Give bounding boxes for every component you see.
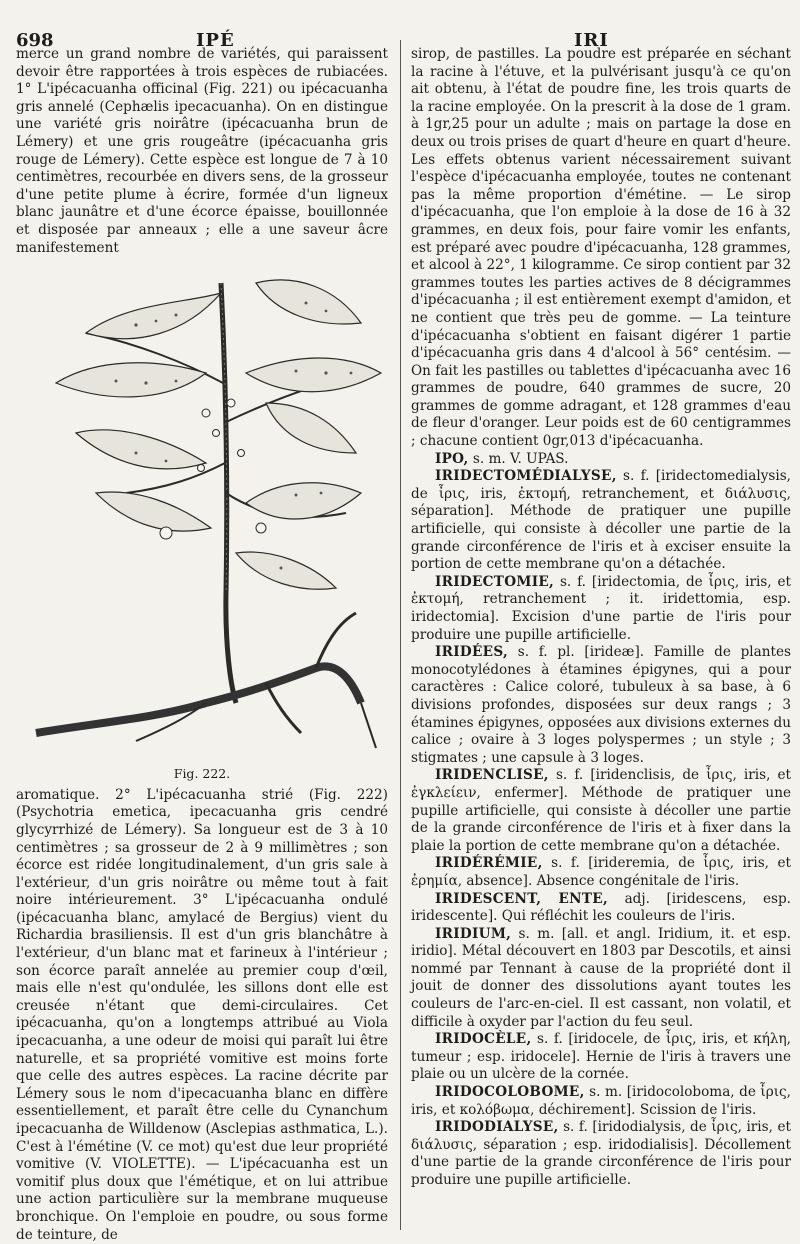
entry-headword: IRIDESCENT, ENTE,	[435, 890, 609, 907]
left-bottom-paragraph: aromatique. 2° L'ipécacuanha strié (Fig. 222) (Psychotria emetica, ipecacuanha gris cendré glycyrrhizé de Lémery). Sa longueur est de 3 à 10 centimètres ; sa grosseur de 2 à 9 millimètres ; son écorce est ridée longitudinalement, d'un gris sale à l'extérieur, d'un gris noirâtre ou même tout à fait noire intérieurement. 3° L'ipécacuanha ondulé (ipécacuanha blanc, amylacé de Bergius) vient du Richardia brasiliensis. Il est d'un gris blanchâtre à l'extérieur, d'un blanc mat et farineux à l'intérieur ; son écorce paraît annelée au premier coup d'œil, mais elle n'est qu'ondulée, les sillons dont elle est creusée n'étant que demi-circulaires. Cet ipécacuanha, qu'on a longtemps attribué au Viola ipecacuanha, a une odeur de moisi qui paraît lui être naturelle, et sa propriété vomitive est moins forte que celle des autres espèces. La racine décrite par Lémery sous le nom d'ipecacuanha blanc en diffère essentiellement, et paraît être celle du Cynanchum ipecacuanha de Willdenow (Asclepias asthmatica, L.). C'est à l'émétine (V. ce mot) qu'est due leur propriété vomitive (V. VIOLETTE). — L'ipécacuanha est un vomitif plus doux que l'émétique, et on lui attribue une action particulière sur la membrane muqueuse bronchique. On l'emploie en poudre, ou sous forme de teinture, de	[16, 786, 388, 1243]
right-running-head: IRI	[574, 30, 609, 51]
ipecacuanha-plant-illustration	[16, 263, 388, 763]
dictionary-entry	[411, 574, 791, 644]
entry-headword: IRIDÉES,	[435, 644, 508, 661]
entry-definition: s. m. V. UPAS.	[468, 450, 569, 467]
page-number: 698	[16, 30, 54, 51]
entry-headword: IPO,	[435, 450, 469, 467]
dictionary-entry	[411, 1031, 791, 1084]
entry-headword: IRIDECTOMÉDIALYSE,	[435, 468, 617, 485]
text-columns	[8, 46, 792, 1243]
right-continuation-paragraph: sirop, de pastilles. La poudre est préparée en séchant la racine à l'étuve, et la pulvérisant jusqu'à ce qu'on ait obtenu, à l'état de poudre fine, les trois quarts de la racine employée. On la prescrit à la dose de 1 gram. à 1gr,25 pour un adulte ; mais on partage la dose en deux ou trois prises de quart d'heure en quart d'heure. Les effets obtenus varient nécessairement suivant l'espèce d'ipécacuanha employée, toutes ne contenant pas la même proportion d'émétine. — Le sirop d'ipécacuanha, que l'on emploie à la dose de 16 à 32 grammes, en deux fois, pour faire vomir les enfants, est préparé avec poudre d'ipécacuanha, 128 grammes, et alcool à 22°, 1 kilogramme. Ce sirop contient par 32 grammes toutes les parties actives de 8 décigrammes d'ipécacuanha ; il est entièrement exempt d'amidon, et ne contient que très peu de gomme. — La teinture d'ipécacuanha s'obtient en faisant digérer 1 partie d'ipécacuanha gris dans 4 d'alcool à 56° centésim. — On fait les pastilles ou tablettes d'ipécacuanha avec 16 grammes de poudre, 640 grammes de sucre, 20 grammes de gomme adragant, et 128 grammes d'eau de fleur d'oranger. Leur poids est de 60 centigrammes ; chacune contient 0gr,013 d'ipécacuanha.	[411, 46, 791, 450]
dictionary-entry	[411, 926, 791, 1032]
column-divider	[400, 40, 401, 1230]
entry-headword: IRIDÉRÉMIE,	[435, 855, 543, 872]
entry-definition: s. f. [iridodialysis, de ἶρις, iris, et διάλυσις, séparation ; esp. iridodialisis]. Décollement d'une partie de la grande circonférence de l'iris pour produire une pupille artificielle.	[411, 1119, 791, 1188]
entry-definition: s. f. [iridocele, de ἶρις, iris, et κήλη, tumeur ; esp. iridocele]. Hernie de l'iris à travers une plaie ou un ulcère de la cornée.	[411, 1031, 791, 1083]
entry-definition: s. m. [iridocoloboma, de ἶρις, iris, et κολόβωμα, déchirement]. Scission de l'iris.	[411, 1084, 791, 1118]
entry-definition: adj. [iridescens, esp. iridescente]. Qui réfléchit les couleurs de l'iris.	[411, 890, 791, 925]
entry-headword: IRIDENCLISE,	[435, 767, 549, 784]
dictionary-entries	[411, 451, 791, 1190]
right-column	[411, 46, 791, 1190]
figure-222	[16, 263, 388, 783]
entry-headword: IRIDIUM,	[435, 925, 512, 942]
entry-definition: s. f. [iridectomedialysis, de ἶρις, iris, ἐκτομή, retranchement, et διάλυσις, séparation]. Méthode de pratiquer une pupille artificielle, qui consiste à décoller une partie de la grande circonférence de l'iris et à exciser ensuite la portion de cette membrane qu'on a détachée.	[411, 468, 791, 573]
entry-headword: IRIDODIALYSE,	[435, 1119, 559, 1136]
left-running-head: IPÉ	[196, 30, 235, 51]
dictionary-entry	[411, 1119, 791, 1189]
entry-definition: s. f. [iridenclisis, de ἶρις, iris, et ἐγκλείειν, enfermer]. Méthode de pratiquer une pupille artificielle, qui consiste à décoller une partie de la grande circonférence de l'iris et à fixer dans la plaie la portion de cette membrane qu'on a détachée.	[411, 767, 791, 854]
entry-headword: IRIDECTOMIE,	[435, 573, 555, 590]
figure-caption: Fig. 222.	[173, 766, 231, 782]
dictionary-entry	[411, 451, 791, 469]
entry-headword: IRIDOCOLOBOME,	[435, 1084, 585, 1101]
dictionary-entry	[411, 1084, 791, 1119]
entry-headword: IRIDOCÈLE,	[435, 1031, 532, 1048]
dictionary-entry	[411, 644, 791, 767]
left-column	[16, 46, 388, 1244]
entry-definition: s. m. [all. et angl. Iridium, it. et esp. iridio]. Métal découvert en 1803 par Descotils, et ainsi nommé par Tennant à cause de la propriété dont il jouit de donner des dissolutions ayant toutes les couleurs de l'arc-en-ciel. Il est cassant, non volatil, et difficile à oxyder par l'action du feu seul.	[411, 925, 791, 1030]
dictionary-entry	[411, 891, 791, 926]
entry-definition: s. f. [iridectomia, de ἶρις, iris, et ἐκτομή, retranchement ; it. iridettomia, esp. iridectomia]. Excision d'une partie de l'iris pour produire une pupille artificielle.	[411, 573, 791, 643]
left-top-paragraph: merce un grand nombre de variétés, qui paraissent devoir être rapportées à trois espèces de rubiacées. 1° L'ipécacuanha officinal (Fig. 221) ou ipécacuanha gris annelé (Cephælis ipecacuanha). On en distingue une variété gris noirâtre (ipécacuanha brun de Lémery) et une gris rougeâtre (ipécacuanha gris rouge de Lémery). Cette espèce est longue de 7 à 10 centimètres, recourbée en divers sens, de la grosseur d'une petite plume à écrire, formée d'un ligneux blanc jaunâtre et d'une écorce épaisse, bouillonnée et disposée par anneaux ; elle a une saveur âcre manifestement	[16, 46, 388, 256]
entry-definition: s. f. [irideremia, de ἶρις, iris, et ἐρημία, absence]. Absence congénitale de l'iris.	[411, 855, 791, 889]
dictionary-entry	[411, 767, 791, 855]
dictionary-entry	[411, 468, 791, 574]
entry-definition: s. f. pl. [irideæ]. Famille de plantes monocotylédones à étamines épigynes, qui a pour caractères : Calice coloré, tubuleux à sa base, à 6 divisions profondes, disposées sur deux rangs ; 3 étamines épigynes, opposées aux divisions externes du calice ; ovaire à 3 loges polyspermes ; un style ; 3 stigmates ; une capsule à 3 loges.	[411, 644, 791, 766]
dictionary-entry	[411, 855, 791, 890]
